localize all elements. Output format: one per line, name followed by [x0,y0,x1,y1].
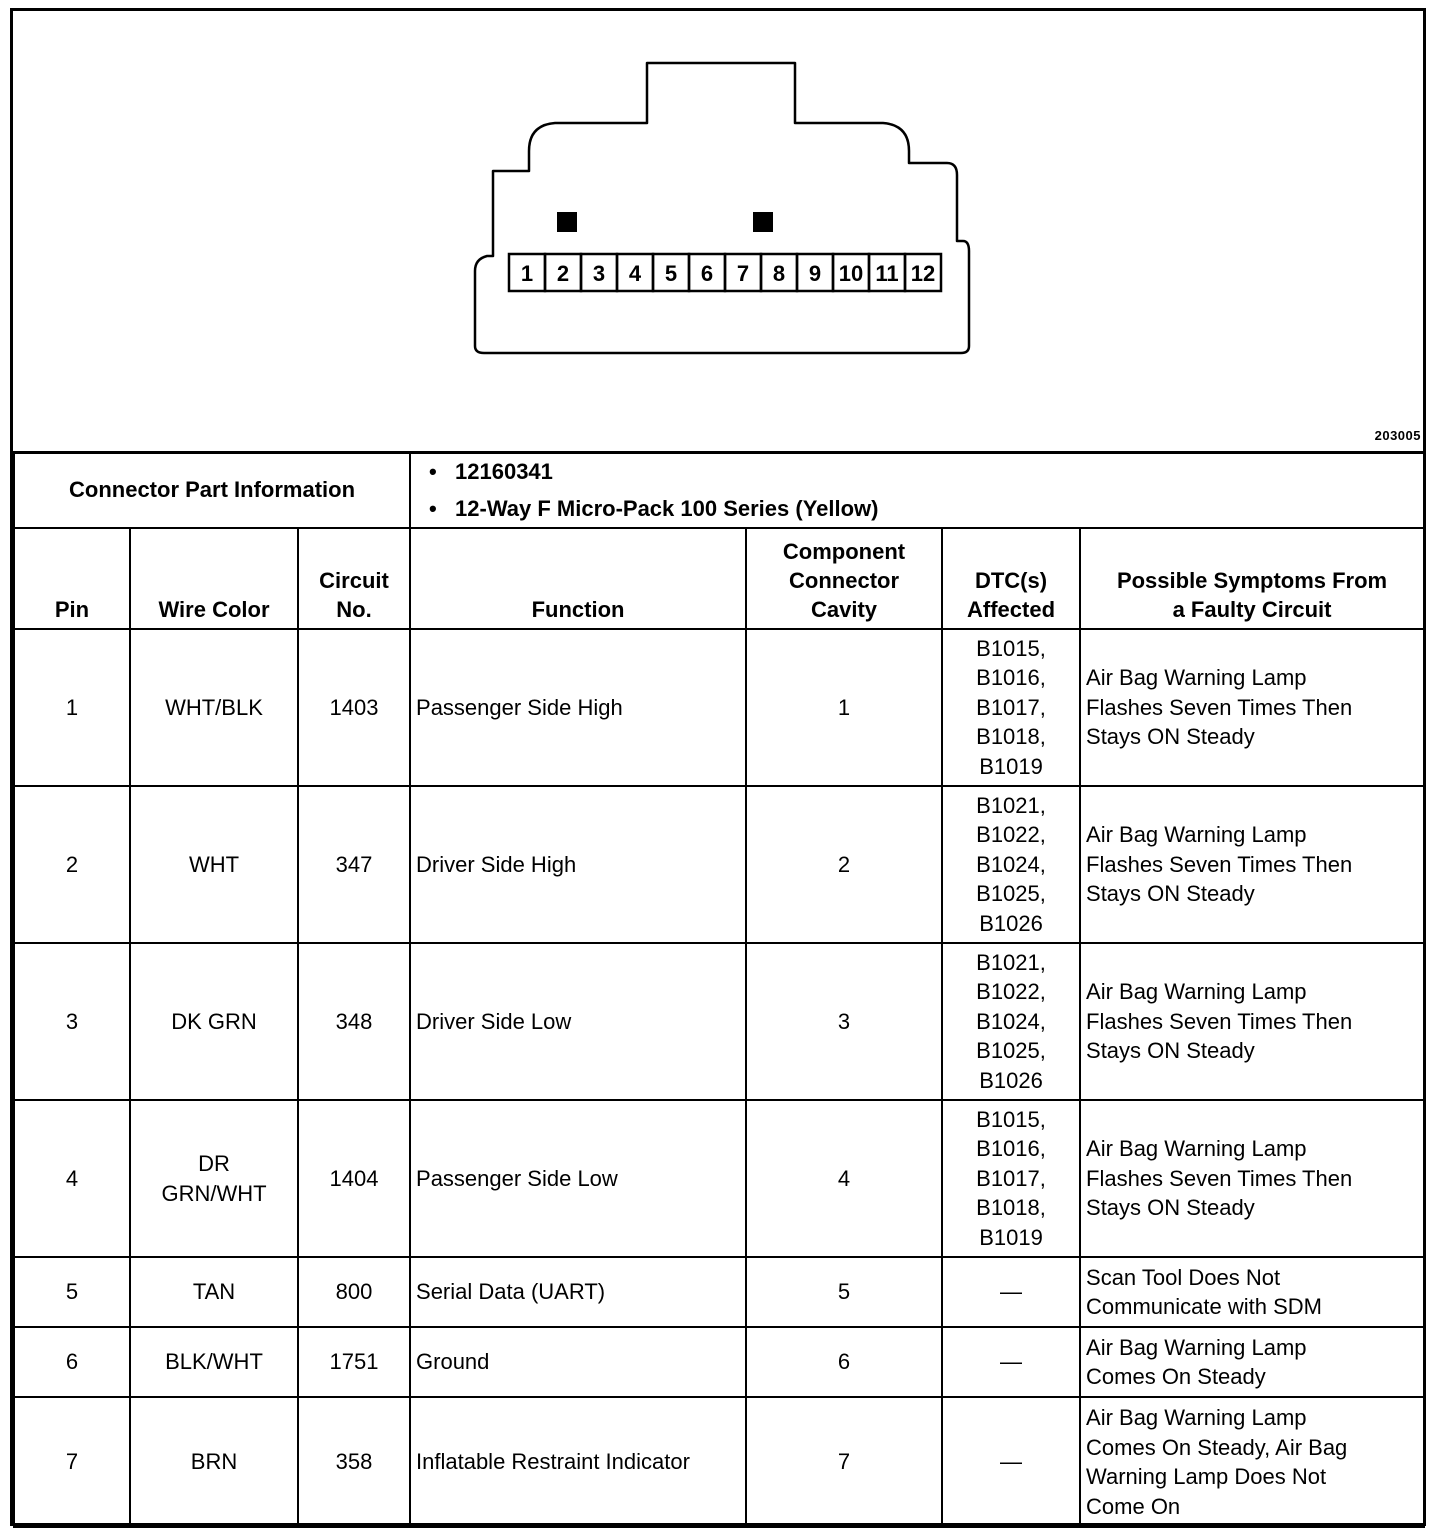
pin-number: 11 [875,261,899,286]
dtc-cell: B1015, B1016, B1017, B1018, B1019 [942,1100,1080,1257]
pin-number: 6 [700,261,714,286]
connector-table [13,451,1425,1528]
dtc-cell: — [942,1397,1080,1527]
symptoms-cell: Air Bag Warning Lamp Flashes Seven Times Then Stays ON Steady [1080,786,1424,943]
table-row [14,1100,1424,1257]
header-symptoms: Possible Symptoms From a Faulty Circuit [1080,528,1424,629]
pin-cell: 6 [14,1327,130,1397]
pin-cell: 1 [14,629,130,786]
function-cell: Driver Side High [410,786,746,943]
pin-number: 12 [910,261,936,286]
cavity-cell: 4 [746,1100,942,1257]
symptoms-cell: Air Bag Warning Lamp Flashes Seven Times Then Stays ON Steady [1080,1100,1424,1257]
table-body [14,629,1424,1527]
circuit-cell: 348 [298,943,410,1100]
header-dtc: DTC(s) Affected [942,528,1080,629]
header-wire-color: Wire Color [130,528,298,629]
cavity-cell: 3 [746,943,942,1100]
header-circuit: Circuit No. [298,528,410,629]
part-number: • 12160341 [455,453,1423,490]
symptoms-cell: Air Bag Warning Lamp Comes On Steady [1080,1327,1424,1397]
pin-number: 5 [664,261,678,286]
dtc-cell: — [942,1257,1080,1327]
pin-number: 7 [736,261,750,286]
header-row [14,528,1424,629]
pin-cell: 7 [14,1397,130,1527]
function-cell: Serial Data (UART) [410,1257,746,1327]
function-cell: Passenger Side High [410,629,746,786]
wire-color-cell: WHT [130,786,298,943]
table-row [14,1327,1424,1397]
circuit-cell: 1751 [298,1327,410,1397]
table-row [14,1397,1424,1527]
pin-number: 2 [556,261,570,286]
table-row [14,1257,1424,1327]
polarizing-key-left [557,212,577,232]
header-cavity: Component Connector Cavity [746,528,942,629]
wire-color-cell: DR GRN/WHT [130,1100,298,1257]
part-info-list [410,452,1424,528]
cavity-cell: 6 [746,1327,942,1397]
cavity-cell: 5 [746,1257,942,1327]
symptoms-cell: Air Bag Warning Lamp Comes On Steady, Air Bag Warning Lamp Does Not Come On [1080,1397,1424,1527]
dtc-cell: B1021, B1022, B1024, B1025, B1026 [942,786,1080,943]
circuit-cell: 1404 [298,1100,410,1257]
function-cell: Ground [410,1327,746,1397]
circuit-cell: 800 [298,1257,410,1327]
dtc-cell: B1021, B1022, B1024, B1025, B1026 [942,943,1080,1100]
pin-number: 10 [838,261,864,286]
header-pin: Pin [14,528,130,629]
wire-color-cell: BLK/WHT [130,1327,298,1397]
part-description: • 12-Way F Micro-Pack 100 Series (Yellow) [455,490,1423,527]
pin-number: 4 [628,261,642,286]
symptoms-cell: Scan Tool Does Not Communicate with SDM [1080,1257,1424,1327]
cavity-cell: 2 [746,786,942,943]
polarizing-key-right [753,212,773,232]
table-row [14,786,1424,943]
circuit-cell: 358 [298,1397,410,1527]
table-row [14,629,1424,786]
pin-number: 3 [592,261,606,286]
wire-color-cell: TAN [130,1257,298,1327]
circuit-cell: 1403 [298,629,410,786]
part-info-label: Connector Part Information [14,452,410,528]
cavity-cell: 1 [746,629,942,786]
wire-color-cell: DK GRN [130,943,298,1100]
pin-cavities [509,254,941,291]
connector-housing-outline [475,63,969,353]
cavity-cell: 7 [746,1397,942,1527]
dtc-cell: B1015, B1016, B1017, B1018, B1019 [942,629,1080,786]
pin-cell: 3 [14,943,130,1100]
symptoms-cell: Air Bag Warning Lamp Flashes Seven Times Then Stays ON Steady [1080,943,1424,1100]
symptoms-cell: Air Bag Warning Lamp Flashes Seven Times Then Stays ON Steady [1080,629,1424,786]
header-function: Function [410,528,746,629]
connector-diagram [13,11,1423,451]
function-cell: Driver Side Low [410,943,746,1100]
part-info-row [14,452,1424,528]
connector-figure [13,11,1423,454]
pin-number: 1 [520,261,534,286]
function-cell: Passenger Side Low [410,1100,746,1257]
pin-number: 9 [808,261,822,286]
dtc-cell: — [942,1327,1080,1397]
circuit-cell: 347 [298,786,410,943]
connector-sheet [10,8,1426,1526]
pin-cell: 2 [14,786,130,943]
wire-color-cell: WHT/BLK [130,629,298,786]
pin-cell: 4 [14,1100,130,1257]
table-row [14,943,1424,1100]
pin-number: 8 [772,261,786,286]
function-cell: Inflatable Restraint Indicator [410,1397,746,1527]
figure-id: 203005 [1374,428,1421,443]
wire-color-cell: BRN [130,1397,298,1527]
pin-cell: 5 [14,1257,130,1327]
